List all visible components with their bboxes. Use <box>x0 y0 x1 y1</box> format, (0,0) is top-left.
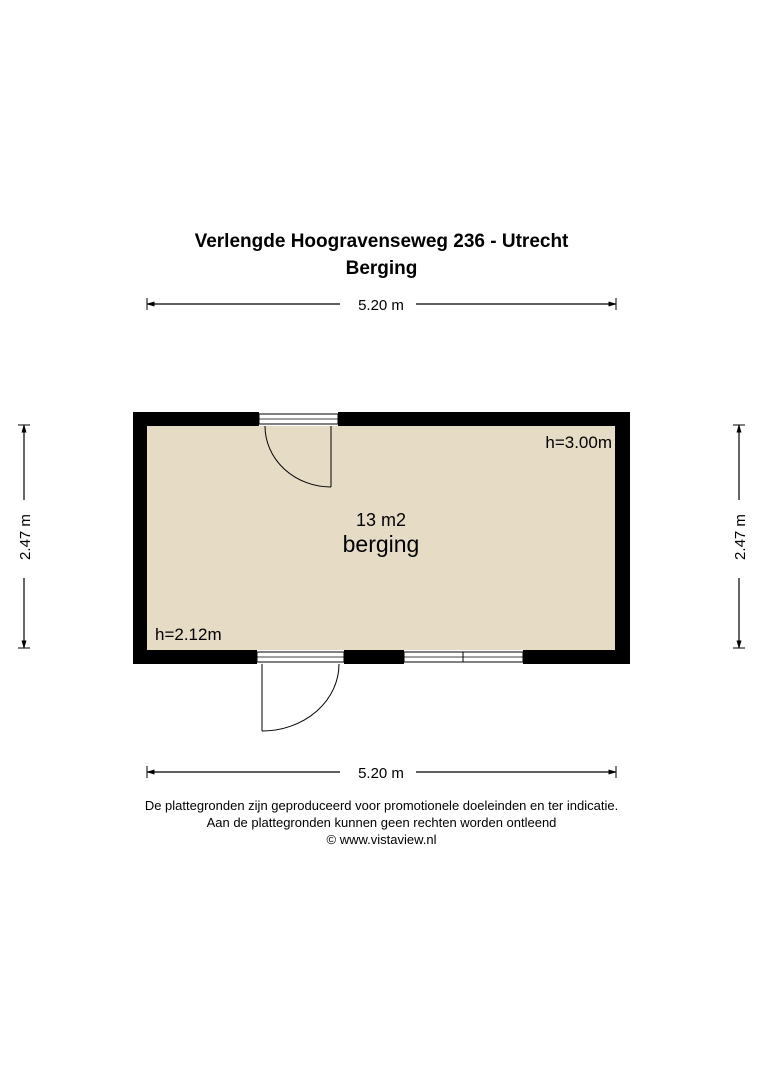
bottom-window <box>404 652 523 662</box>
bottom-door <box>257 652 344 731</box>
bottom-dimension <box>147 765 616 782</box>
right-dimension-label: 2.47 m <box>732 514 749 560</box>
disclaimer-line-2: Aan de plattegronden kunnen geen rechten worden ontleend <box>206 815 557 830</box>
plan-floor-title: Berging <box>345 258 418 279</box>
disclaimer-line-1: De plattegronden zijn geproduceerd voor promotionele doeleinden en ter indicatie. <box>144 798 619 813</box>
bottom-dimension-label: 5.20 m <box>358 765 404 782</box>
left-dimension-label: 2.47 m <box>17 514 34 560</box>
top-dimension <box>147 297 616 314</box>
top-dimension-label: 5.20 m <box>358 297 404 314</box>
ceiling-height-high-label: h=3.00m <box>545 433 612 452</box>
copyright-notice: © www.vistaview.nl <box>326 832 437 847</box>
ceiling-height-low-label: h=2.12m <box>155 625 222 644</box>
left-dimension <box>17 425 34 648</box>
room-area-label: 13 m2 <box>355 510 407 530</box>
plan-address-title: Verlengde Hoogravenseweg 236 - Utrecht <box>194 231 569 252</box>
room-name-label: berging <box>342 531 420 557</box>
right-dimension <box>732 425 749 648</box>
